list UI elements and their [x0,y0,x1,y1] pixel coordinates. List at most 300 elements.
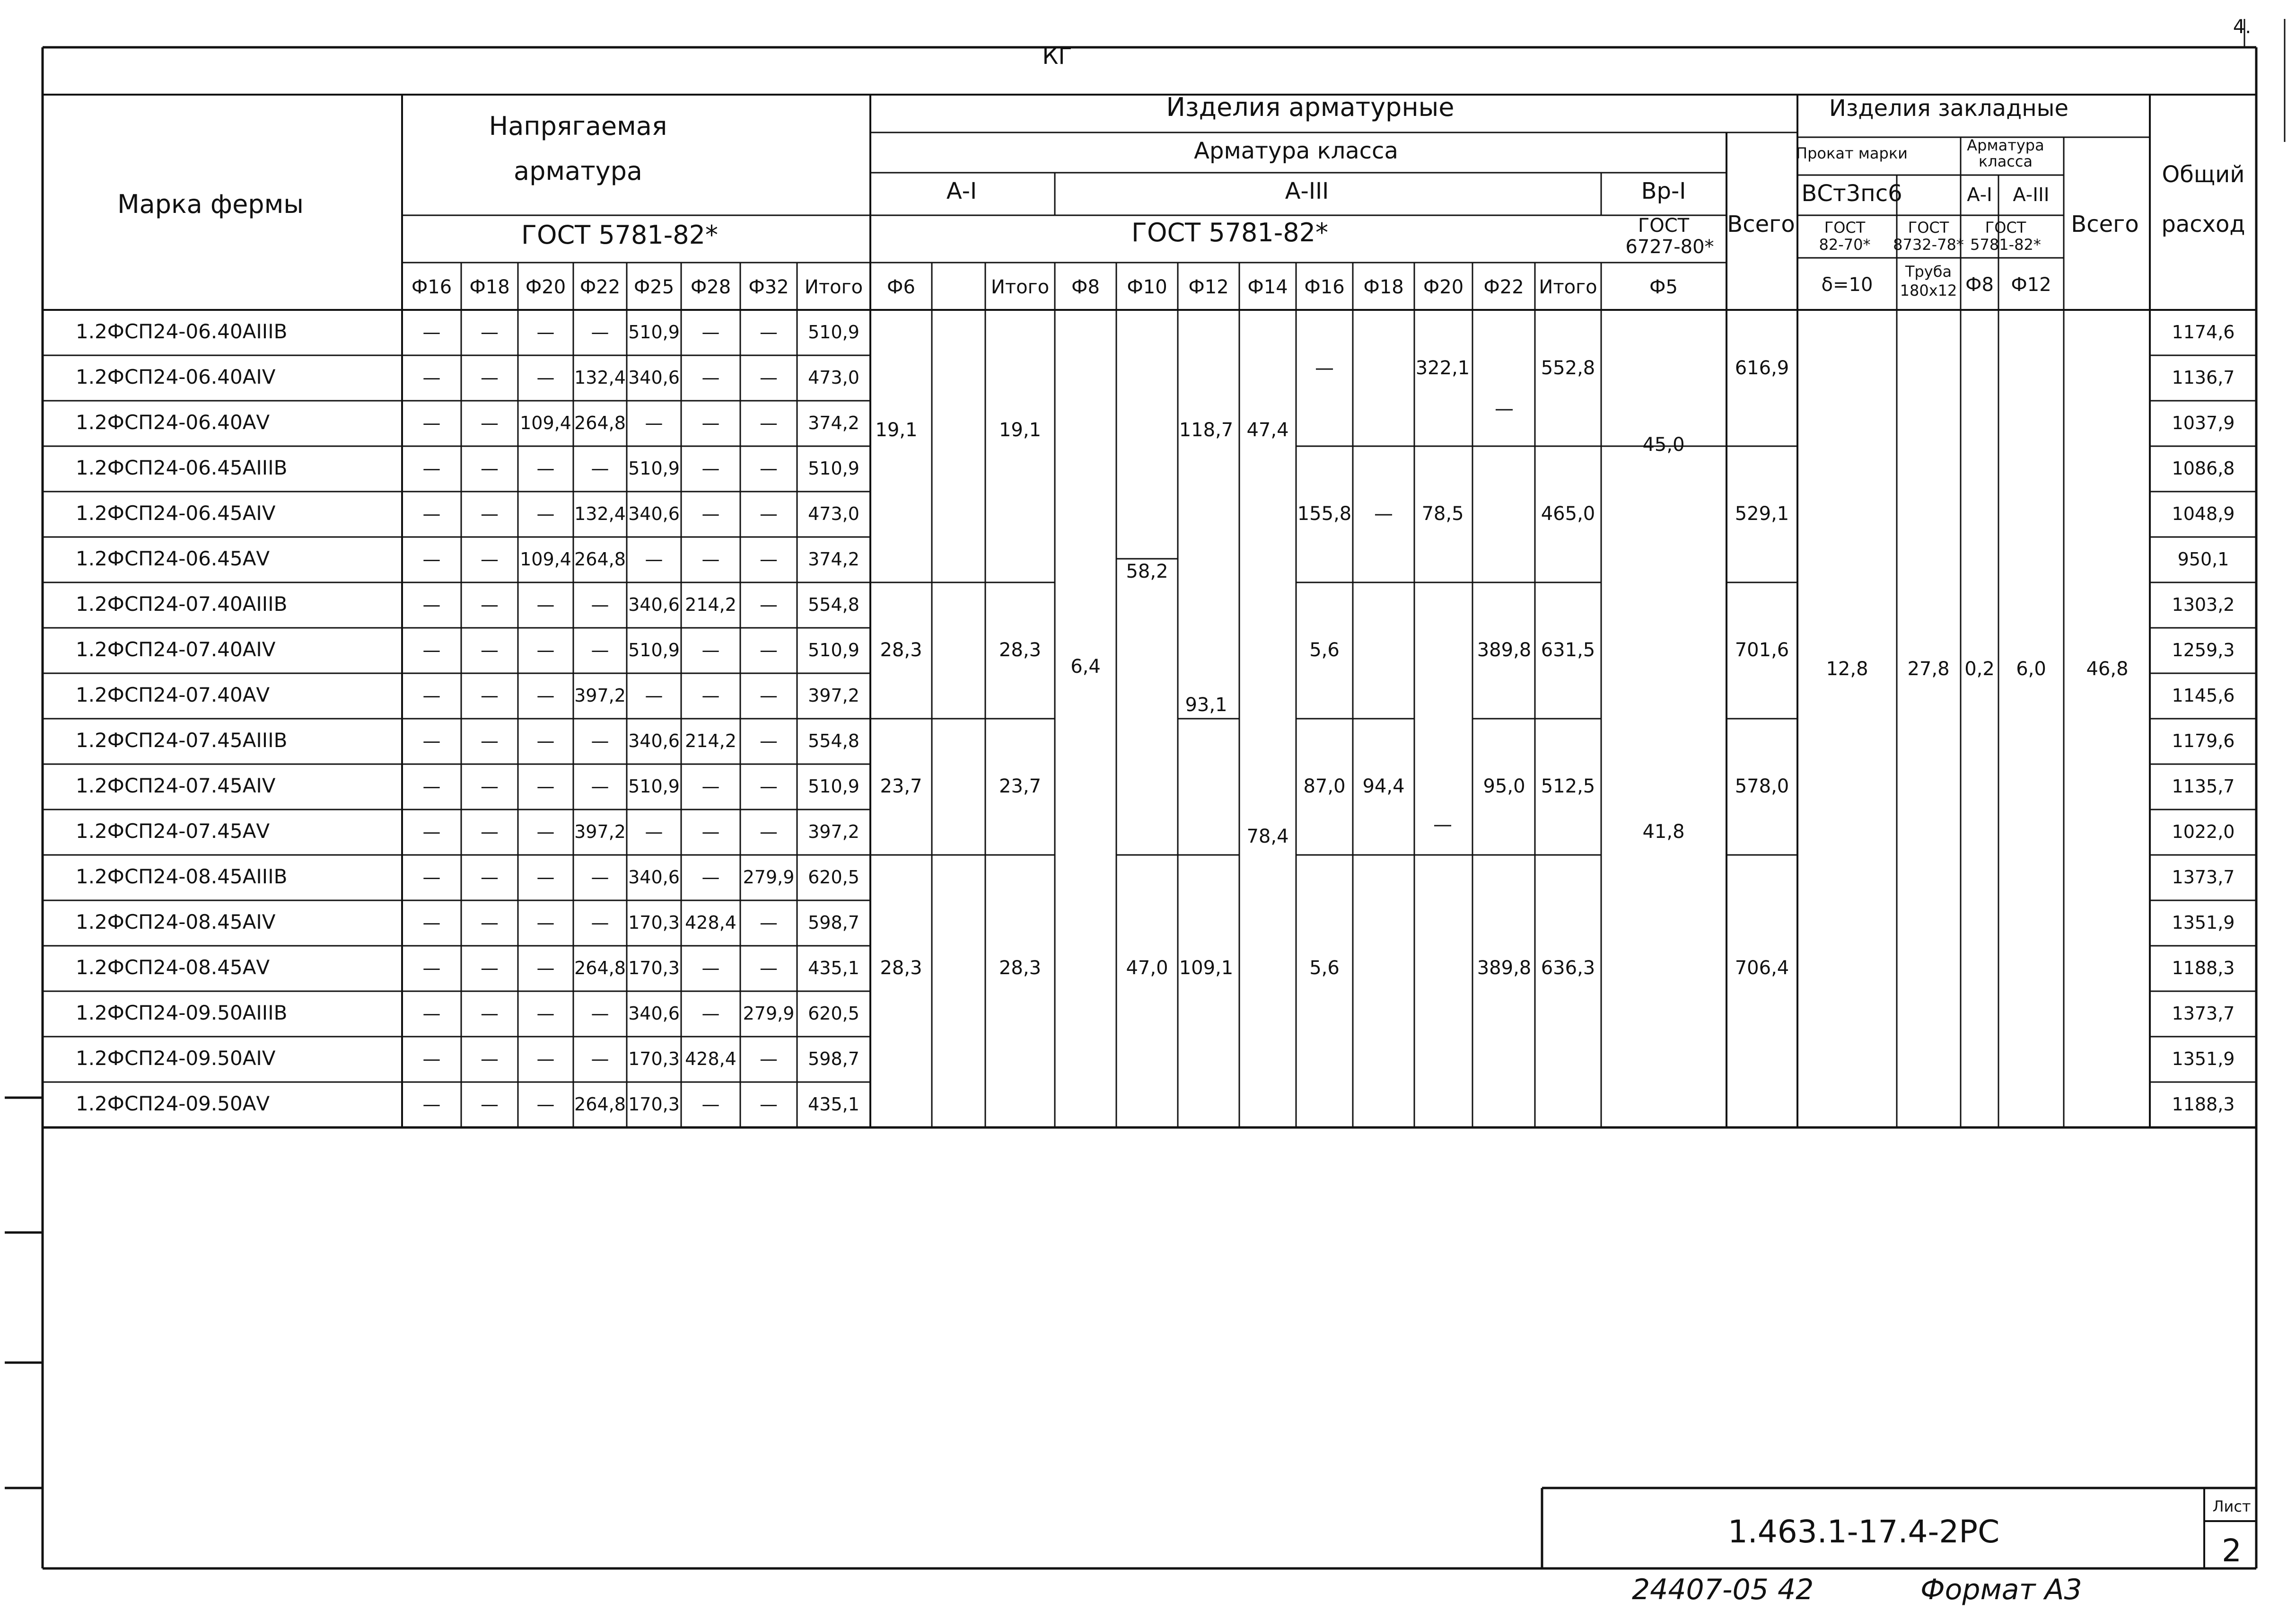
bp-d5-group2: 41,8 [1642,821,1685,843]
prestress-value: 510,9 [628,322,680,343]
prestress-gost: ГОСТ 5781-82* [521,220,718,250]
prestress-value: — [591,1048,609,1069]
total-consumption: 1351,9 [2172,912,2235,933]
prestress-value: 397,2 [808,685,859,706]
prestress-value: 510,9 [808,458,859,479]
prestress-value: — [760,458,778,479]
prestress-value: — [760,912,778,933]
a3-total-group4: 512,5 [1541,775,1595,797]
sheet-top-label: КГ [1042,43,1072,70]
a1-total-group1: 19,1 [999,419,1042,441]
prestress-value: 109,4 [520,549,571,570]
prestress-value: 397,2 [574,685,626,706]
prestress-value: — [481,594,499,615]
a3-col-7: Ф22 [1483,276,1524,298]
table-row [76,910,2235,933]
total-consumption: 1086,8 [2172,458,2235,479]
embedded-rebar-cls-line1: Арматура [1967,136,2044,154]
prestress-value: — [701,322,720,343]
table-row [76,819,2235,843]
embedded-gost-line1: ГОСТ [1985,219,2026,237]
prestress-value: 340,6 [628,1003,680,1024]
total-consumption: 1373,7 [2172,867,2235,888]
total-consumption: 1174,6 [2172,322,2235,343]
a3-col-5: Ф18 [1363,276,1404,298]
table-row [76,774,2235,797]
total-header-line2: расход [2161,211,2245,238]
total-consumption: 1145,6 [2172,685,2235,706]
class-a1-header: А-I [946,178,977,204]
prestress-value: 510,9 [628,458,680,479]
prestress-value: — [760,322,778,343]
prestress-value: — [536,458,555,479]
prestress-value: — [422,912,441,933]
embedded-rebar-cls-line2: класса [1978,152,2033,170]
prestress-value: 132,4 [574,503,626,524]
prestress-value: — [760,821,778,842]
a3-d20-group2: 78,5 [1421,503,1464,525]
a3-d16-group2: 155,8 [1297,503,1352,525]
prestress-value: — [422,458,441,479]
a3-d18-group2: — [1374,503,1393,525]
prestress-value: — [536,867,555,888]
a3-d20-group4: — [1433,814,1452,836]
a3-total-group5: 636,3 [1541,957,1595,979]
diameter-subheaders [412,276,1678,298]
a3-col-4: Ф16 [1304,276,1345,298]
prestress-value: — [536,685,555,706]
embedded-header: Изделия закладные [1829,95,2069,122]
total-consumption: 1188,3 [2172,1094,2235,1115]
prestress-value: — [422,776,441,797]
table-row [76,865,2235,888]
truss-mark: 1.2ФСП24-06.40АIV [76,365,276,388]
prestress-value: 428,4 [685,1048,736,1069]
table-row [76,592,2235,616]
delta-header: δ=10 [1821,274,1873,296]
table-row [76,502,2235,525]
prestress-value: — [760,413,778,433]
prestress-value: — [701,821,720,842]
a3-d8-all: 6,4 [1070,656,1101,678]
prestress-value: — [536,322,555,343]
prestress-value: — [536,1003,555,1024]
gost-a-header: ГОСТ 5781-82* [1131,218,1328,247]
prestress-value: — [701,367,720,388]
a3-d22-group4: 95,0 [1483,775,1525,797]
embedded-total-value: 46,8 [2086,658,2129,680]
prestress-value: — [481,776,499,797]
table-row [76,411,2235,434]
prestress-diam-3: Ф22 [579,276,621,298]
prestress-value: — [536,731,555,751]
a3-total-group1: 552,8 [1541,357,1595,379]
prestress-value: — [591,867,609,888]
truss-mark: 1.2ФСП24-07.45АIIIВ [76,729,288,752]
a3-d18-group4: 94,4 [1362,775,1405,797]
prestress-value: — [760,640,778,660]
truss-mark: 1.2ФСП24-06.45АV [76,547,270,570]
table-row [76,683,2235,706]
prestress-value: — [422,413,441,433]
a3-d16-group3: 5,6 [1309,639,1340,661]
sheet-number: 2 [2222,1532,2242,1569]
embedded-pipe-value: 27,8 [1907,658,1950,680]
a3-d10-group5: 47,0 [1126,957,1168,979]
a3-d22-group3: 389,8 [1477,639,1532,661]
embedded-total-header: Всего [2071,211,2139,238]
truss-mark: 1.2ФСП24-06.45АIIIВ [76,456,288,479]
table-row [76,365,2235,388]
gost-8732-line2: 8732-78* [1893,236,1964,254]
total-consumption: 1373,7 [2172,1003,2235,1024]
prestress-value: — [481,685,499,706]
prestress-value: — [536,821,555,842]
prestress-value: 109,4 [520,413,571,433]
table-row [76,1092,2235,1115]
prestress-value: — [536,367,555,388]
truss-mark: 1.2ФСП24-09.50АIIIВ [76,1001,288,1024]
prestress-value: — [536,1048,555,1069]
prestress-value: — [481,1094,499,1115]
prestress-diam-0: Ф16 [411,276,452,298]
prestress-value: — [701,867,720,888]
prestress-value: 397,2 [808,821,859,842]
prestress-value: — [591,594,609,615]
prestress-value: — [591,912,609,933]
prestress-value: 340,6 [628,503,680,524]
prestress-value: 598,7 [808,1048,859,1069]
inventory-number: 24407-05 42 [1632,1573,1814,1606]
a1-col-2: Итого [990,276,1050,298]
prestress-value: 435,1 [808,1094,859,1115]
embedded-d12-value: 6,0 [2016,658,2046,680]
truss-mark: 1.2ФСП24-07.40АIV [76,638,276,661]
mark-column-header: Марка фермы [117,189,304,219]
a3-d14-bottom: 78,4 [1246,826,1289,847]
prestress-value: 170,3 [628,1094,680,1115]
a3-d16-group4: 87,0 [1303,775,1346,797]
prestress-value: — [760,594,778,615]
prestress-value: — [481,1048,499,1069]
gost-8732-line1: ГОСТ [1908,219,1949,237]
prestress-value: 374,2 [808,549,859,570]
truss-mark: 1.2ФСП24-07.45АV [76,819,270,843]
prestress-value: — [591,458,609,479]
total-consumption: 1037,9 [2172,413,2235,433]
truss-mark: 1.2ФСП24-07.40АIIIВ [76,592,288,616]
prestress-value: — [481,731,499,751]
prestress-header-line1: Напрягаемая [489,111,667,141]
prestress-value: — [422,867,441,888]
prestress-value: 510,9 [628,640,680,660]
total-consumption: 1188,3 [2172,958,2235,978]
table-row [76,320,2235,343]
a3-total-group3: 631,5 [1541,639,1595,661]
prestress-value: 340,6 [628,594,680,615]
bp-col: Ф5 [1649,276,1678,298]
a1-d6-group1: 19,1 [875,419,918,441]
prestress-value: — [701,413,720,433]
gost-bp-line1: ГОСТ [1638,215,1690,237]
prestress-value: — [422,503,441,524]
class-a3-header: А-III [1285,178,1329,204]
bp-d5-group1: 45,0 [1642,434,1685,456]
total-consumption: 1135,7 [2172,776,2235,797]
prestress-value: — [422,594,441,615]
prestress-value: — [422,549,441,570]
prestress-value: — [701,776,720,797]
prestress-value: — [701,503,720,524]
prestress-value: 620,5 [808,867,859,888]
prestress-value: — [481,867,499,888]
truss-mark: 1.2ФСП24-06.40АV [76,411,270,434]
a3-d16-group5: 5,6 [1309,957,1340,979]
a3-d12-group1: 118,7 [1179,419,1234,441]
total-consumption: 1303,2 [2172,594,2235,615]
prestress-value: — [422,1094,441,1115]
a1-d6-group5: 28,3 [880,957,922,979]
all-total-group2: 529,1 [1735,503,1789,525]
truss-mark: 1.2ФСП24-08.45АIV [76,910,276,933]
prestress-diam-1: Ф18 [469,276,510,298]
truss-mark: 1.2ФСП24-06.45АIV [76,502,276,525]
prestress-value: — [760,958,778,978]
prestress-value: 214,2 [685,731,736,751]
prestress-value: — [536,640,555,660]
a3-total-group2: 465,0 [1541,503,1595,525]
embedded-a3: А-III [2013,184,2050,206]
prestress-value: 279,9 [743,1003,795,1024]
embedded-d8: Ф8 [1965,274,1994,296]
corner-mark: 4. [2233,16,2252,38]
truss-mark: 1.2ФСП24-09.50АV [76,1092,270,1115]
prestress-diam-2: Ф20 [525,276,566,298]
prestress-value: 279,9 [743,867,795,888]
prestress-value: 620,5 [808,1003,859,1024]
prestress-diam-7: Итого [804,276,863,298]
prestress-value: — [481,458,499,479]
prestress-value: 473,0 [808,367,859,388]
prestress-value: 264,8 [574,1094,626,1115]
pipe-line2: 180х12 [1900,282,1957,299]
all-total-header: Всего [1727,211,1795,238]
prestress-value: 510,9 [808,322,859,343]
rolled-marks-header: Прокат марки [1796,144,1908,162]
prestress-header-line2: арматура [514,156,642,186]
prestress-value: — [481,549,499,570]
total-consumption: 1022,0 [2172,821,2235,842]
prestress-value: — [422,1003,441,1024]
prestress-value: — [481,1003,499,1024]
a3-col-1: Ф10 [1127,276,1167,298]
prestress-value: — [481,821,499,842]
prestress-diam-6: Ф32 [748,276,789,298]
prestress-value: — [760,549,778,570]
prestress-diam-4: Ф25 [633,276,675,298]
all-total-group1: 616,9 [1735,357,1789,379]
total-header-line1: Общий [2162,161,2245,188]
prestress-value: — [701,1094,720,1115]
sheet-format: Формат А3 [1920,1573,2082,1606]
prestress-value: — [536,594,555,615]
prestress-value: 397,2 [574,821,626,842]
embedded-a1: А-I [1967,184,1992,206]
prestress-value: 428,4 [685,912,736,933]
table-row [76,729,2235,752]
prestress-value: — [645,685,663,706]
prestress-value: 170,3 [628,912,680,933]
pipe-line1: Труба [1905,263,1952,281]
drawing-code: 1.463.1-17.4-2РС [1727,1514,2000,1550]
a1-total-group3: 28,3 [999,639,1042,661]
prestress-value: — [591,640,609,660]
a3-col-6: Ф20 [1423,276,1464,298]
prestress-value: — [591,731,609,751]
a1-d6-group4: 23,7 [880,775,922,797]
prestress-value: — [591,776,609,797]
truss-mark: 1.2ФСП24-08.45АV [76,956,270,979]
gost-bp-line2: 6727-80* [1625,236,1714,258]
prestress-value: — [536,503,555,524]
steel-grade: ВСт3пс6 [1801,180,1902,207]
truss-mark: 1.2ФСП24-06.40АIIIВ [76,320,288,343]
sheet-label: Лист [2212,1497,2251,1515]
prestress-value: — [760,503,778,524]
embedded-gost-line2: 5781-82* [1970,236,2041,254]
a1-total-group5: 28,3 [999,957,1042,979]
prestress-value: 510,9 [808,640,859,660]
prestress-value: 132,4 [574,367,626,388]
a3-d10-top: 58,2 [1126,561,1168,582]
rebar-products-header: Изделия арматурные [1166,92,1455,122]
prestress-value: — [481,912,499,933]
prestress-value: — [422,821,441,842]
embedded-delta-value: 12,8 [1826,658,1868,680]
total-consumption: 1136,7 [2172,367,2235,388]
prestress-value: — [760,685,778,706]
embedded-d12: Ф12 [2011,274,2051,296]
prestress-value: — [591,322,609,343]
prestress-value: — [422,640,441,660]
a3-d20-group1: 322,1 [1415,357,1470,379]
rebar-class-header: Арматура класса [1194,138,1398,164]
prestress-value: — [760,367,778,388]
prestress-value: — [645,821,663,842]
truss-mark: 1.2ФСП24-09.50АIV [76,1047,276,1070]
a3-d16-group1: — [1315,357,1334,379]
prestress-value: — [760,1048,778,1069]
total-consumption: 950,1 [2177,549,2229,570]
prestress-value: — [701,458,720,479]
prestress-value: 264,8 [574,549,626,570]
class-bp1-header: Вр-I [1641,178,1686,204]
merged-cells [875,357,2128,979]
total-consumption: 1048,9 [2172,503,2235,524]
prestress-value: — [701,549,720,570]
prestress-value: — [536,1094,555,1115]
table-row [76,456,2235,479]
prestress-value: — [481,958,499,978]
prestress-value: 510,9 [628,776,680,797]
total-consumption: 1179,6 [2172,731,2235,751]
truss-mark: 1.2ФСП24-07.40АV [76,683,270,706]
a3-col-8: Итого [1539,276,1597,298]
embedded-d8-value: 0,2 [1964,658,1995,680]
table-row [76,638,2235,661]
prestress-value: — [701,685,720,706]
prestress-value: — [422,731,441,751]
gost-82-line2: 82-70* [1819,236,1871,254]
prestress-diam-5: Ф28 [690,276,731,298]
prestress-value: 170,3 [628,958,680,978]
prestress-value: 264,8 [574,958,626,978]
a3-d22-group5: 389,8 [1477,957,1532,979]
table-rows [76,320,2235,1115]
prestress-value: 598,7 [808,912,859,933]
a1-d6-group3: 28,3 [880,639,922,661]
prestress-value: 374,2 [808,413,859,433]
prestress-value: — [645,549,663,570]
prestress-value: — [422,958,441,978]
prestress-value: — [760,776,778,797]
prestress-value: — [591,1003,609,1024]
prestress-value: — [422,322,441,343]
all-total-group3: 701,6 [1735,639,1789,661]
prestress-value: 340,6 [628,731,680,751]
prestress-value: — [645,413,663,433]
a1-total-group4: 23,7 [999,775,1042,797]
truss-mark: 1.2ФСП24-07.45АIV [76,774,276,797]
prestress-value: — [760,731,778,751]
a3-d14-group1: 47,4 [1246,419,1289,441]
prestress-value: — [760,1094,778,1115]
prestress-value: — [481,322,499,343]
table-row [76,1001,2235,1024]
prestress-value: 510,9 [808,776,859,797]
prestress-value: 554,8 [808,594,859,615]
prestress-value: — [701,958,720,978]
prestress-value: — [422,367,441,388]
truss-mark: 1.2ФСП24-08.45АIIIВ [76,865,288,888]
prestress-value: — [536,776,555,797]
a3-col-0: Ф8 [1071,276,1100,298]
all-total-group4: 578,0 [1735,775,1789,797]
a3-d12-group5: 109,1 [1179,957,1234,979]
prestress-value: — [481,503,499,524]
a3-col-3: Ф14 [1247,276,1288,298]
prestress-value: 473,0 [808,503,859,524]
prestress-value: 554,8 [808,731,859,751]
prestress-value: — [536,912,555,933]
prestress-value: — [701,640,720,660]
table-row [76,1047,2235,1070]
a1-col-0: Ф6 [887,276,915,298]
prestress-value: — [422,1048,441,1069]
all-total-group5: 706,4 [1735,957,1789,979]
a3-d12-mid: 93,1 [1185,694,1227,716]
prestress-value: 264,8 [574,413,626,433]
prestress-value: — [536,958,555,978]
total-consumption: 1259,3 [2172,640,2235,660]
prestress-value: 340,6 [628,367,680,388]
prestress-value: 214,2 [685,594,736,615]
prestress-value: 340,6 [628,867,680,888]
prestress-value: — [422,685,441,706]
total-consumption: 1351,9 [2172,1048,2235,1069]
gost-82-line1: ГОСТ [1824,219,1866,237]
a3-col-2: Ф12 [1188,276,1229,298]
